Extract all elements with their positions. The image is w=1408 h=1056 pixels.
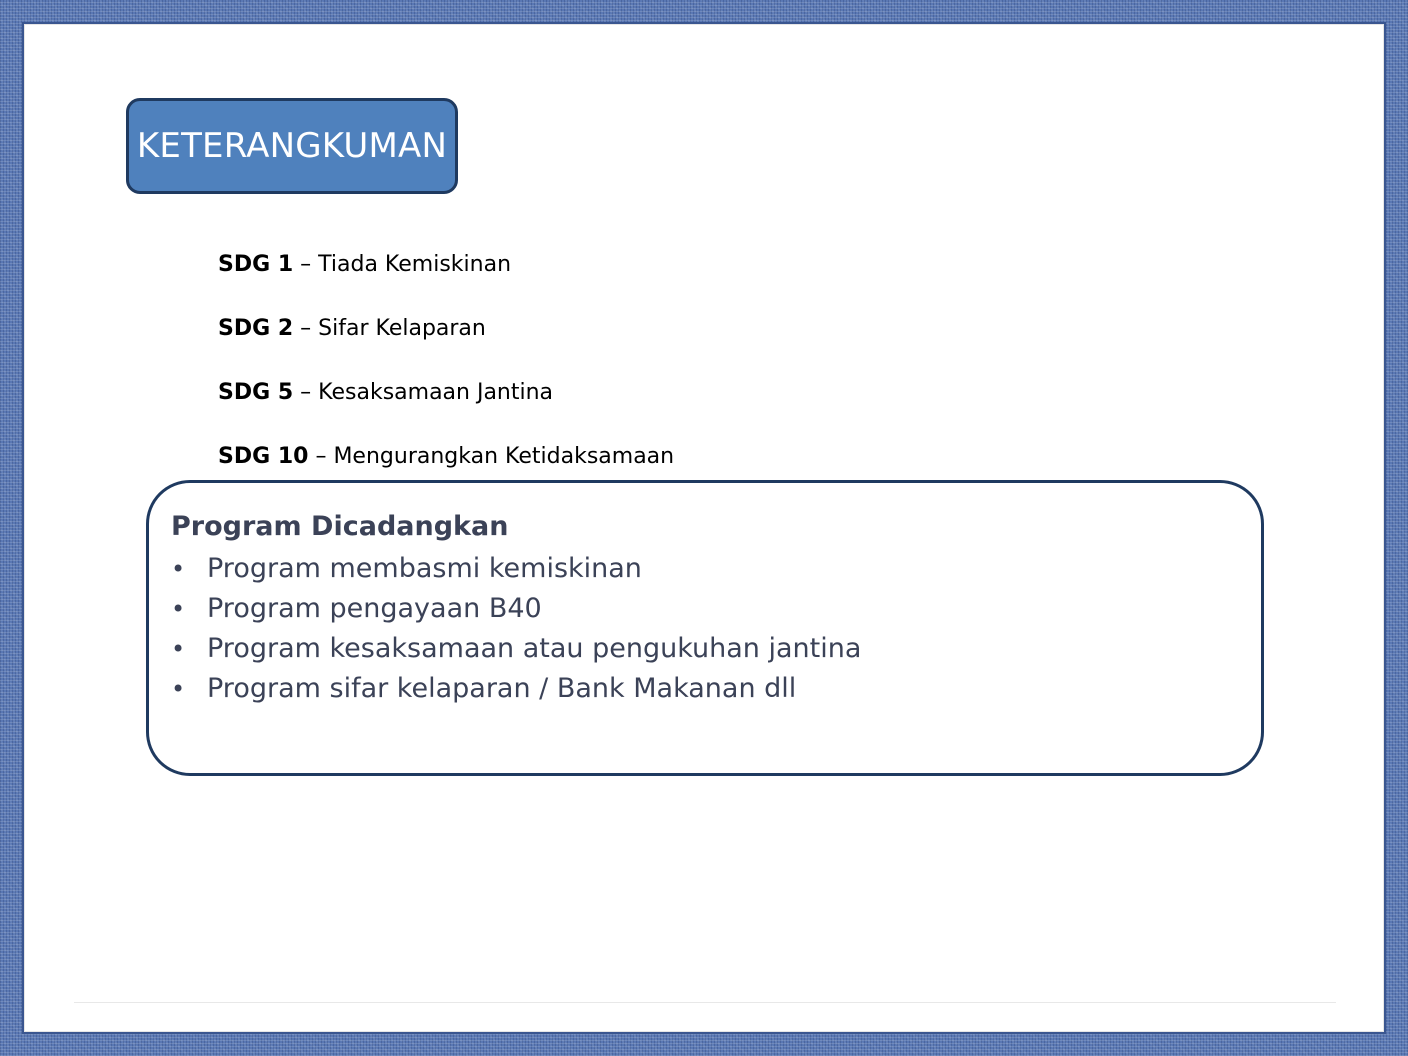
- sdg-separator: –: [293, 252, 319, 277]
- bullet-icon: •: [171, 555, 186, 583]
- slide: [24, 24, 1384, 1032]
- sdg-code: SDG 1: [218, 252, 294, 277]
- sdg-item: [218, 444, 674, 469]
- sdg-code: SDG 2: [218, 316, 294, 341]
- sdg-label: Kesaksamaan Jantina: [318, 380, 554, 405]
- sdg-label: Mengurangkan Ketidaksamaan: [333, 444, 675, 469]
- program-item-text: Program pengayaan B40: [207, 593, 542, 624]
- sdg-separator: –: [308, 444, 334, 469]
- sdg-label: Tiada Kemiskinan: [318, 252, 512, 277]
- title-box: [126, 98, 458, 194]
- sdg-separator: –: [293, 316, 319, 341]
- sdg-item: [218, 380, 553, 405]
- sdg-code: SDG 5: [218, 380, 294, 405]
- sdg-separator: –: [293, 380, 319, 405]
- slide-title: KETERANGKUMAN: [136, 126, 448, 166]
- footer-divider: [74, 1002, 1336, 1003]
- bullet-icon: •: [171, 595, 186, 623]
- program-item-text: Program sifar kelaparan / Bank Makanan dll: [207, 673, 797, 704]
- sdg-item: [218, 316, 486, 341]
- sdg-item: [218, 252, 511, 277]
- sdg-code: SDG 10: [218, 444, 309, 469]
- program-item-text: Program membasmi kemiskinan: [207, 553, 642, 584]
- bullet-icon: •: [171, 635, 186, 663]
- program-item-text: Program kesaksamaan atau pengukuhan jantina: [207, 633, 862, 664]
- program-heading: Program Dicadangkan: [171, 511, 509, 542]
- program-box: [146, 480, 1264, 776]
- bullet-icon: •: [171, 675, 186, 703]
- sdg-label: Sifar Kelaparan: [318, 316, 486, 341]
